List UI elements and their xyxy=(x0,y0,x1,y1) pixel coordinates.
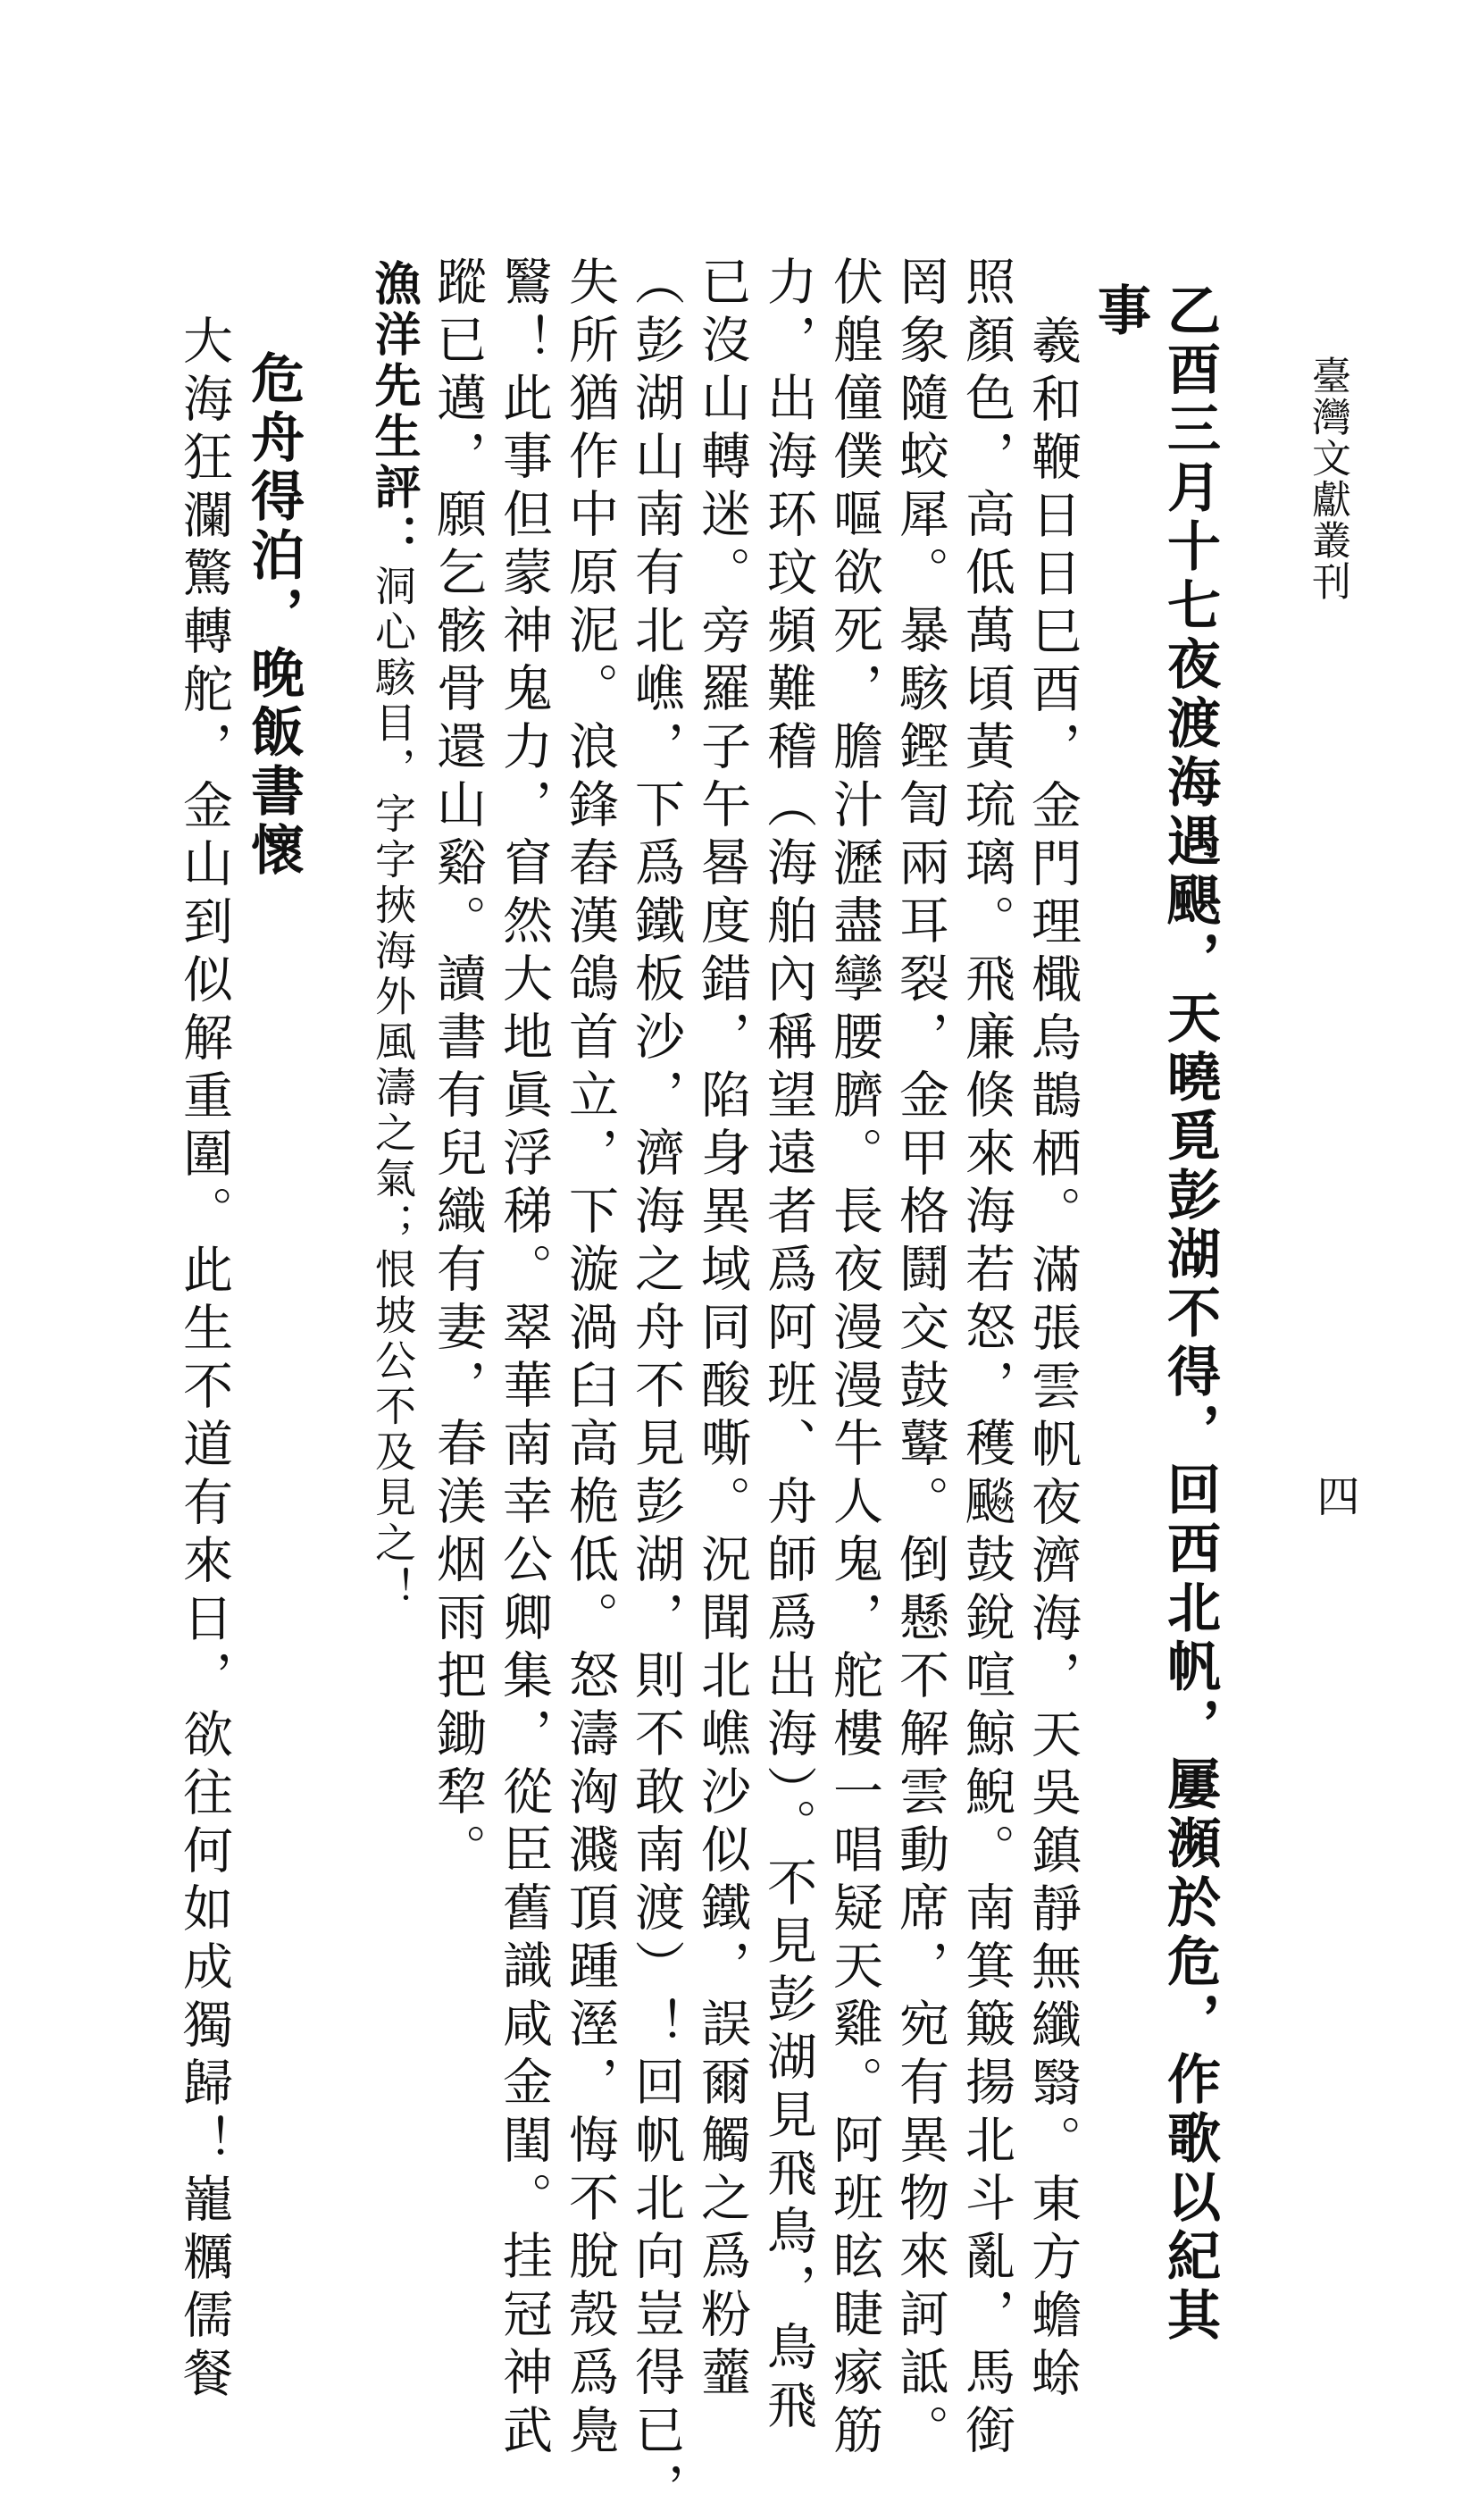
poem1-line-8: 失所猶作中原泥。浪鋒舂漢鴿首立，下漩渦臼高桅低。怒濤洶濺頂踵溼，悔不脫殼爲鳧 xyxy=(561,255,619,2462)
poem1-title-line-1: 乙酉三月十七夜渡海遇颶，天曉覓彭湖不得，回西北帆，屢瀕於危，作歌以紀其 xyxy=(1158,282,1221,2346)
poem1-comment xyxy=(366,259,421,1612)
comment-text: 洞心駭目，字字挾海外風濤之氣；恨坡公不及見之！ xyxy=(369,565,417,1612)
poem2-title: 危舟得泊，晚飯書懷 xyxy=(242,350,305,881)
poem1-line-3: 罔象隨蛟犀。暴駭鏗訇兩耳裂，金甲格鬪交鼓鼙。倒懸不解雲動席，宛有異物來訶詆。 xyxy=(891,255,949,2462)
poem1-line-10: 蹤已邁，願乞骸骨還山谿。讀書有兒織有妻，春渼烟雨把鋤犂。 xyxy=(429,255,487,1881)
page-number: 四 xyxy=(1309,1474,1359,1517)
poem1-title-line-2: 事 xyxy=(1089,282,1151,341)
comment-label: 漁洋先生評： xyxy=(366,259,421,565)
poem1-line-6: 已沒山轉迷。旁羅子午晷度錯，陷身異域同酸嘶。況聞北嶕沙似鐵，誤爾觸之爲粉虀 xyxy=(693,255,751,2404)
poem2-line-1: 大海狂瀾驚轉舵，金山到似解重圍。此生不道有來日，欲往何如成獨歸！巃糲儒餐 xyxy=(175,314,233,2405)
poem1-line-4: 伏艎僮僕嘔欲死，膽汁瀝盡孿腰臍。長夜漫漫牛人鬼，舵樓一唱疑天雞。阿班眩睫瘃筋 xyxy=(825,255,883,2462)
series-title: 臺灣文獻叢刊 xyxy=(1305,356,1350,602)
poem1-line-7: （彭湖山南有北嶕，下爲鐵板沙，濟海之舟不見彭湖，則不敢南渡）！回帆北向豈得已， xyxy=(627,255,685,2520)
poem1-line-9: 鷖！此事但蒙神鬼力，窅然大地眞浮稊。翠華南幸公卿集，從臣舊識咸金閨。挂冠神武 xyxy=(495,255,553,2462)
poem1-line-1: 羲和鞭日日巳酉，金門理檝烏鵲栖。滿張雲帆夜濟海，天吳鎮靜無纖翳。東方蟾蜍 xyxy=(1024,314,1082,2405)
poem1-line-2: 照顏色，高低萬頃黃琉璃。飛廉倏來海若怒，穫飈鼓銳喧鯨鯢。南箕簸揚北斗亂，馬銜 xyxy=(957,255,1015,2462)
poem1-line-5: 力，出海环玟頻難稽（海舶內稱望遠者爲阿班、舟師爲出海）。不見彭湖見飛鳥，鳥飛 xyxy=(759,255,817,2437)
